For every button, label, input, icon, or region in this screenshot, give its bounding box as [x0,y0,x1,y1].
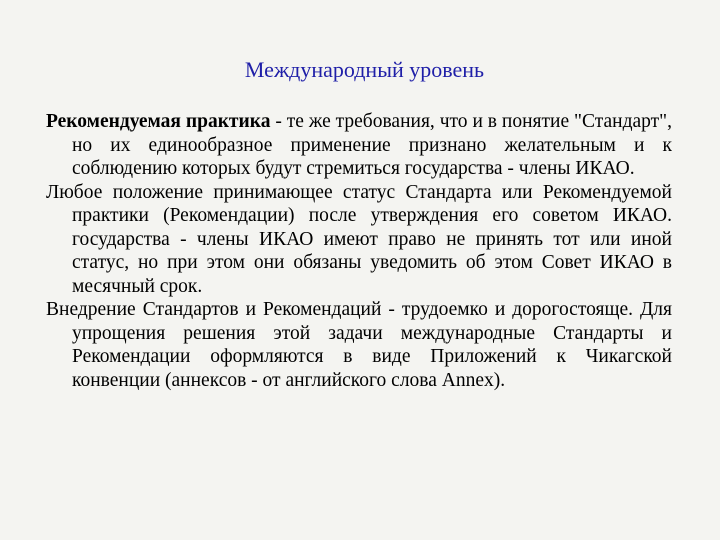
paragraph-implementation [46,298,672,392]
paragraph-text: Внедрение Стандартов и Рекомендаций - трудоемко и дорогостояще. Для упрощения решения этой задачи международные Стандарты и Рекомендации оформляются в виде Приложений к Чикагской конвенции (аннексов - от английского слова Annex). [46,299,672,391]
term-recommended-practice: Рекомендуемая практика [46,111,271,132]
slide-title-text: Международный уровень [244,57,485,82]
slide-title [0,56,720,84]
slide-body [46,110,672,392]
paragraph-recommended-practice [46,110,673,181]
paragraph-text: Любое положение принимающее статус Стандарта или Рекомендуемой практики (Рекомендации) после утверждения его советом ИКАО. государства - члены ИКАО имеют право не принять тот или иной статус, но при этом они обязаны уведомить об этом Совет ИКАО в месячный срок. [46,181,672,297]
paragraph-text: - те же требования, что и в понятие "Стандарт", но их единообразное применение признано желательным и к соблюдению которых будут стремиться государства - члены ИКАО. [72,111,673,179]
paragraph-status-adoption [46,181,672,299]
